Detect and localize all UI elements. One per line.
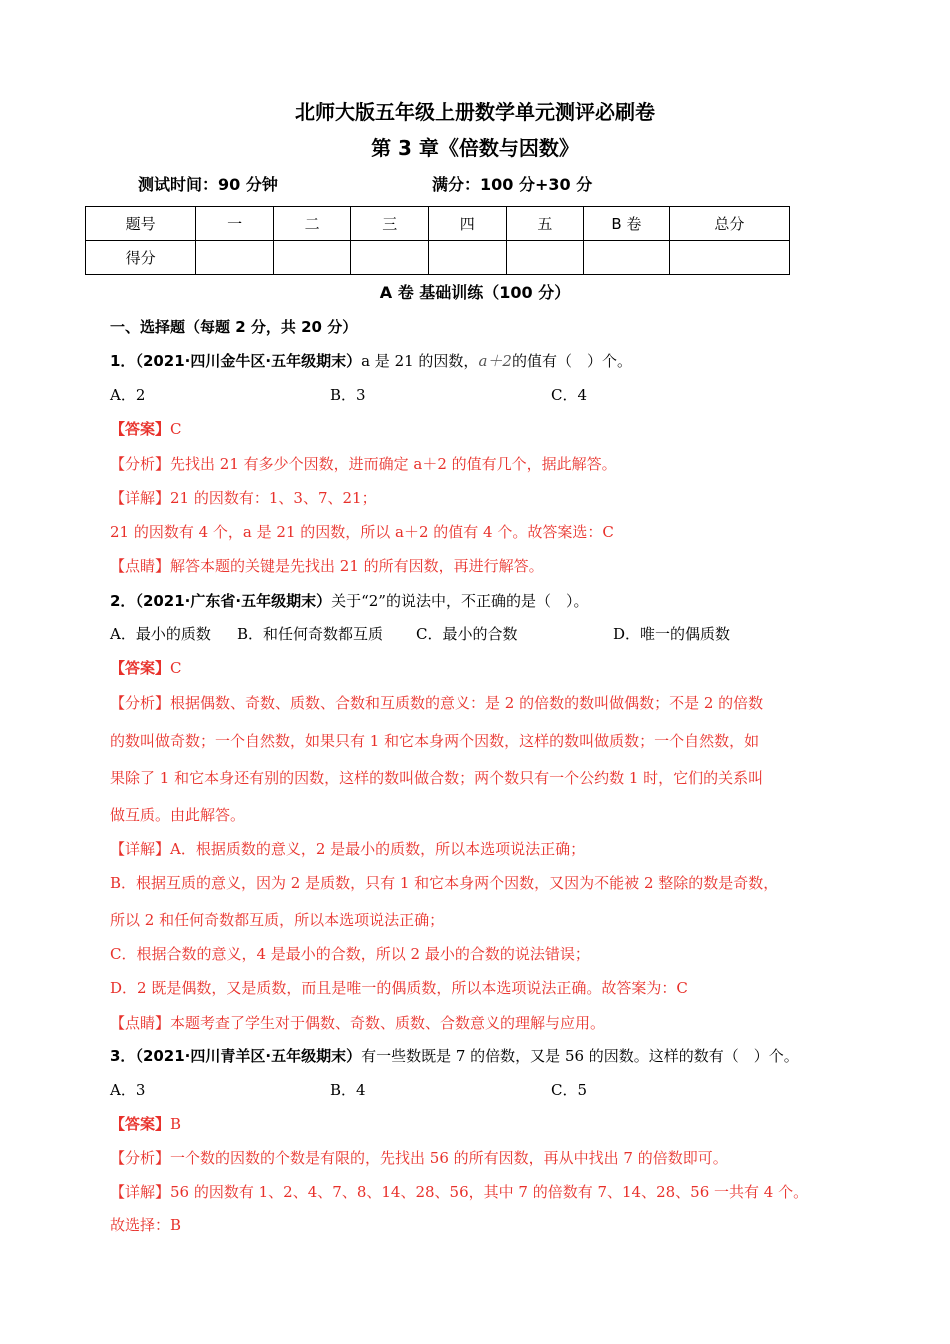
option-a: A．3 [110, 1081, 146, 1099]
detail-line: D．2 既是偶数，又是质数，而且是唯一的偶质数，所以本选项说法正确。故答案为：C [110, 979, 688, 997]
question-text: 有一些数既是 7 的倍数，又是 56 的因数。这样的数有（ ）个。 [361, 1047, 799, 1065]
table-cell: 得分 [86, 241, 196, 275]
question-number: 3． [110, 1047, 136, 1065]
question-source: （2021·四川金牛区·五年级期末） [135, 352, 362, 370]
part-heading: 一、选择题（每题 2 分，共 20 分） [110, 318, 358, 336]
score-table [85, 206, 790, 275]
score-table-header-row [86, 207, 790, 241]
analysis-line: 果除了 1 和它本身还有别的因数，这样的数叫做合数；两个数只有一个公约数 1 时，它们的关系叫 [110, 769, 764, 787]
analysis-text: 先找出 21 有多少个因数，进而确定 a＋2 的值有几个，据此解答。 [170, 455, 617, 473]
detail-line: 所以 2 和任何奇数都互质，所以本选项说法正确； [110, 911, 445, 929]
table-cell: 四 [429, 207, 507, 241]
option-c: C．最小的合数 [416, 625, 518, 643]
table-cell[interactable] [669, 241, 789, 275]
detail-line [110, 1181, 808, 1202]
answer-tag: 【答案】 [110, 1115, 171, 1133]
math-expression: a＋2 [478, 352, 512, 370]
table-cell[interactable] [506, 241, 584, 275]
question-2 [110, 590, 588, 611]
analysis-text: 一个数的因数的个数是有限的，先找出 56 的所有因数，再从中找出 7 的倍数即可。 [170, 1149, 728, 1167]
detail-tag: 【详解】 [110, 489, 171, 507]
detail-line: C．根据合数的意义，4 是最小的合数，所以 2 最小的合数的说法错误； [110, 945, 590, 963]
analysis-tag: 【分析】 [110, 1149, 171, 1167]
question-source: （2021·四川青羊区·五年级期末） [135, 1047, 362, 1065]
detail-text: 21 的因数有：1、3、7、21； [170, 489, 377, 507]
document-title: 北师大版五年级上册数学单元测评必刷卷 [295, 100, 655, 124]
answer-value: C [170, 420, 182, 438]
tip-text: 解答本题的关键是先找出 21 的所有因数，再进行解答。 [170, 557, 544, 575]
question-number: 1． [110, 352, 136, 370]
option-c: C．5 [551, 1081, 588, 1099]
option-a: A．2 [110, 386, 146, 404]
option-b: B．4 [330, 1081, 366, 1099]
table-cell[interactable] [351, 241, 429, 275]
answer-tag: 【答案】 [110, 659, 171, 677]
test-time: 测试时间：90 分钟 [138, 175, 278, 194]
question-3 [110, 1045, 799, 1066]
tip-tag: 【点睛】 [110, 557, 171, 575]
detail-line: 21 的因数有 4 个，a 是 21 的因数，所以 a＋2 的值有 4 个。故答案选：C [110, 523, 614, 541]
detail-line: 故选择：B [110, 1216, 182, 1234]
table-cell: 总分 [669, 207, 789, 241]
detail-tag: 【详解】 [110, 840, 171, 858]
detail-tag: 【详解】 [110, 1183, 171, 1201]
table-cell[interactable] [584, 241, 670, 275]
analysis-line: 的数叫做奇数；一个自然数，如果只有 1 和它本身两个因数，这样的数叫做质数；一个自然数，如 [110, 732, 760, 750]
question-text: 关于“2”的说法中，不正确的是（ ）。 [331, 592, 589, 610]
table-cell: 一 [196, 207, 274, 241]
option-a: A．最小的质数 [110, 625, 211, 643]
answer-line [110, 418, 182, 439]
question-text: 的值有（ ）个。 [511, 352, 632, 370]
analysis-line [110, 453, 617, 474]
option-d: D．唯一的偶质数 [613, 625, 731, 643]
answer-tag: 【答案】 [110, 420, 171, 438]
option-c: C．4 [551, 386, 588, 404]
answer-value: C [170, 659, 182, 677]
answer-line [110, 1113, 181, 1134]
analysis-line [110, 692, 763, 713]
detail-line [110, 487, 377, 508]
table-cell: 二 [273, 207, 351, 241]
analysis-tag: 【分析】 [110, 694, 171, 712]
tip-text: 本题考查了学生对于偶数、奇数、质数、合数意义的理解与应用。 [170, 1014, 606, 1032]
section-a-title: A 卷 基础训练（100 分） [379, 283, 571, 302]
full-score: 满分：100 分+30 分 [432, 175, 593, 194]
option-b: B．和任何奇数都互质 [237, 625, 384, 643]
answer-value: B [170, 1115, 182, 1133]
question-1 [110, 350, 632, 371]
detail-line [110, 838, 585, 859]
table-cell: 题号 [86, 207, 196, 241]
question-text: a 是 21 的因数， [361, 352, 479, 370]
question-source: （2021·广东省·五年级期末） [135, 592, 332, 610]
tip-line [110, 1012, 605, 1033]
detail-text: 56 的因数有 1、2、4、7、8、14、28、56，其中 7 的倍数有 7、14、28、56 一共有 4 个。 [170, 1183, 809, 1201]
table-cell: 三 [351, 207, 429, 241]
analysis-tag: 【分析】 [110, 455, 171, 473]
score-table-score-row [86, 241, 790, 275]
detail-line: B．根据互质的意义，因为 2 是质数，只有 1 和它本身两个因数，又因为不能被 2 整除的数是奇数， [110, 874, 779, 892]
table-cell[interactable] [429, 241, 507, 275]
table-cell: B 卷 [584, 207, 670, 241]
chapter-title: 第 3 章《倍数与因数》 [371, 136, 579, 160]
table-cell: 五 [506, 207, 584, 241]
analysis-line: 做互质。由此解答。 [110, 806, 246, 824]
tip-line [110, 555, 544, 576]
analysis-text: 根据偶数、奇数、质数、合数和互质数的意义：是 2 的倍数的数叫做偶数；不是 2 的倍数 [170, 694, 764, 712]
table-cell[interactable] [196, 241, 274, 275]
detail-text: A．根据质数的意义，2 是最小的质数，所以本选项说法正确； [170, 840, 586, 858]
question-number: 2． [110, 592, 136, 610]
tip-tag: 【点睛】 [110, 1014, 171, 1032]
table-cell[interactable] [273, 241, 351, 275]
option-b: B．3 [330, 386, 366, 404]
answer-line [110, 657, 182, 678]
analysis-line [110, 1147, 728, 1168]
